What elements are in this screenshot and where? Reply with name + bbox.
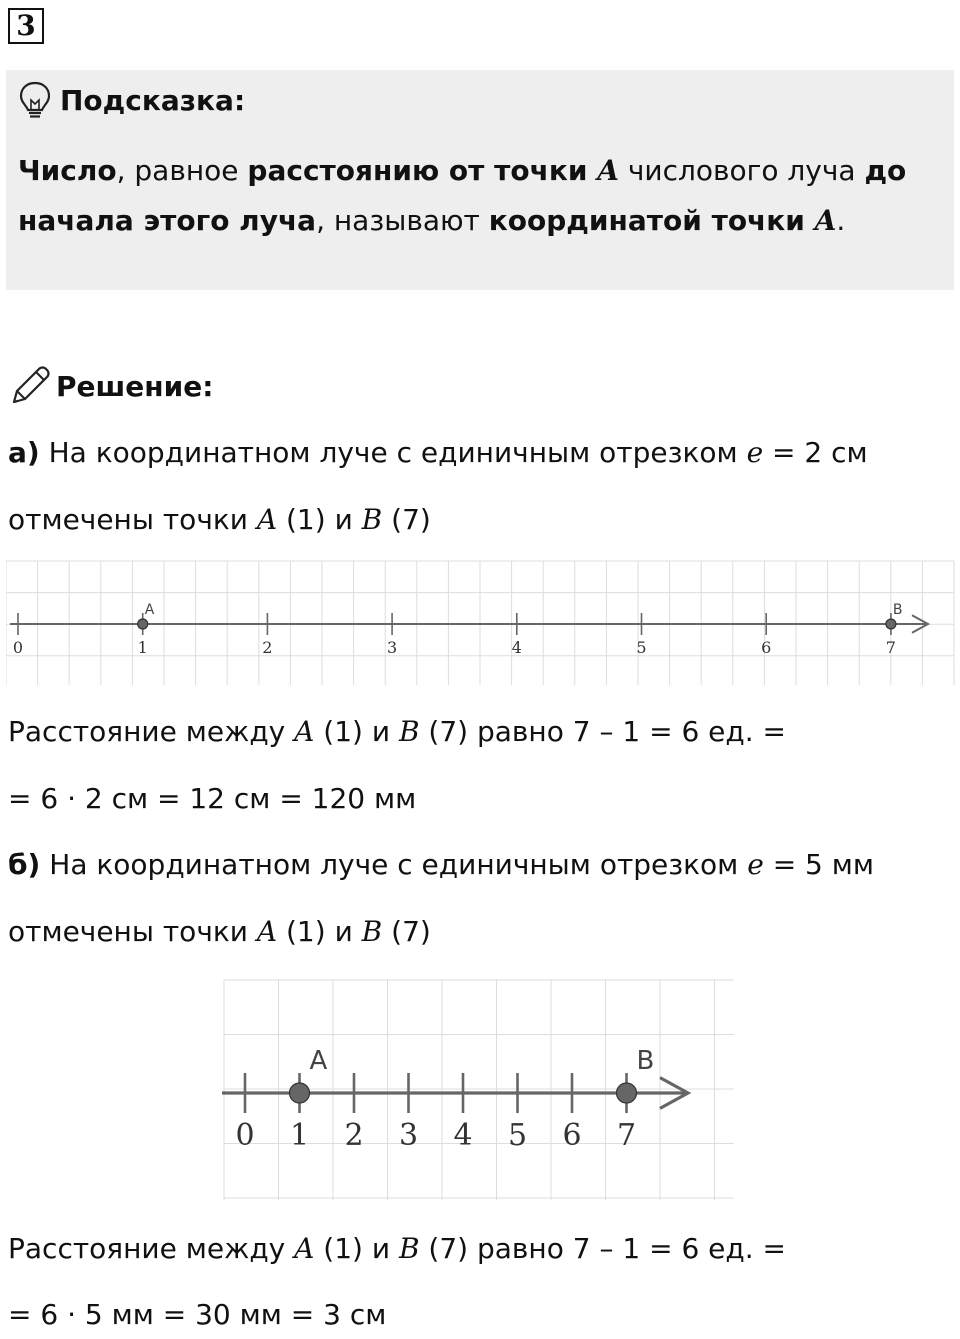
hint-var-a: A <box>597 154 619 187</box>
part-a-label: а) <box>8 436 40 469</box>
tick-label: 5 <box>507 1118 528 1153</box>
tick-label: 2 <box>344 1118 364 1153</box>
text-seg: (7) <box>382 503 431 536</box>
tick-label: 4 <box>511 638 522 657</box>
hint-definition <box>18 146 938 246</box>
tick-label: 0 <box>12 638 24 657</box>
hint-seg: Число <box>18 154 117 187</box>
tick-label: 7 <box>616 1118 637 1153</box>
part-b-line-4: = 6 · 5 мм = 30 мм = 3 см <box>8 1298 387 1331</box>
hint-title <box>18 80 245 120</box>
hint-seg: расстоянию от точки <box>247 154 598 187</box>
var-a: A <box>294 715 315 748</box>
tick-label: 7 <box>885 638 896 657</box>
var-e: e <box>746 436 764 469</box>
tick-label: 6 <box>761 638 772 657</box>
tick-label: 4 <box>453 1118 473 1153</box>
text-seg: (1) и <box>314 715 399 748</box>
solution-title-text: Решение: <box>56 369 214 403</box>
hint-seg: координатой точки <box>488 204 815 237</box>
tick-label: 3 <box>387 638 398 657</box>
point-a-label: A <box>144 602 155 618</box>
number-ray-a <box>6 558 956 688</box>
part-a-line-2 <box>8 503 431 536</box>
text-seg: Расстояние между <box>8 715 295 748</box>
var-b: B <box>398 1232 420 1265</box>
point-b-label: B <box>892 602 903 618</box>
text-seg: (7) равно 7 – 1 = 6 ед. = <box>419 715 787 748</box>
text-seg: На координатном луче с единичным отрезком <box>40 848 748 881</box>
part-a-line-1 <box>8 436 868 469</box>
var-a: A <box>256 915 278 948</box>
point-a-label: A <box>309 1046 328 1076</box>
tick-label: 0 <box>235 1118 255 1153</box>
text-seg: (7) равно 7 – 1 = 6 ед. = <box>419 1232 787 1265</box>
solution-title <box>8 364 213 408</box>
point-b-marker <box>886 619 896 629</box>
tick-label: 1 <box>289 1118 310 1153</box>
text-seg: (1) и <box>314 1232 399 1265</box>
hint-seg: начала этого луча <box>18 204 317 237</box>
text-seg: отмечены точки <box>8 915 257 948</box>
tick-label: 1 <box>137 638 148 657</box>
text-seg: На координатном луче с единичным отрезком <box>39 436 747 469</box>
point-a-marker <box>138 619 148 629</box>
point-b-label: B <box>636 1046 655 1076</box>
point-a-marker <box>290 1083 310 1103</box>
task-number: 3 <box>8 8 44 44</box>
hint-title-text: Подсказка: <box>60 83 246 117</box>
tick-label: 5 <box>636 638 647 657</box>
var-a: A <box>294 1232 315 1265</box>
hint-seg: , равное <box>116 154 248 187</box>
text-seg: отмечены точки <box>8 503 257 536</box>
part-b-line-3 <box>8 1232 786 1265</box>
part-a-line-4: = 6 · 2 см = 12 см = 120 мм <box>8 782 417 815</box>
var-b: B <box>361 503 383 536</box>
point-b-marker <box>617 1083 637 1103</box>
text-seg: (1) и <box>277 503 362 536</box>
part-b-line-1 <box>8 848 874 881</box>
hint-seg: . <box>836 204 846 237</box>
hint-seg: , называют <box>316 204 489 237</box>
tick-label: 2 <box>262 638 273 657</box>
pencil-icon <box>8 364 52 408</box>
tick-label: 6 <box>562 1118 582 1153</box>
hint-seg: до <box>864 154 907 187</box>
var-b: B <box>361 915 383 948</box>
number-ray-b <box>220 975 740 1205</box>
var-b: B <box>398 715 420 748</box>
text-seg: = 2 см <box>763 436 868 469</box>
hint-seg: числового луча <box>618 154 865 187</box>
part-b-line-2 <box>8 915 431 948</box>
lightbulb-icon <box>18 80 52 120</box>
tick-label: 3 <box>398 1118 419 1153</box>
var-a: A <box>256 503 278 536</box>
part-a-line-3 <box>8 715 786 748</box>
text-seg: Расстояние между <box>8 1232 295 1265</box>
hint-var-a: A <box>814 204 837 237</box>
text-seg: = 5 мм <box>763 848 875 881</box>
text-seg: (7) <box>382 915 431 948</box>
text-seg: (1) и <box>277 915 362 948</box>
part-b-label: б) <box>8 848 41 881</box>
var-e: e <box>747 848 764 881</box>
